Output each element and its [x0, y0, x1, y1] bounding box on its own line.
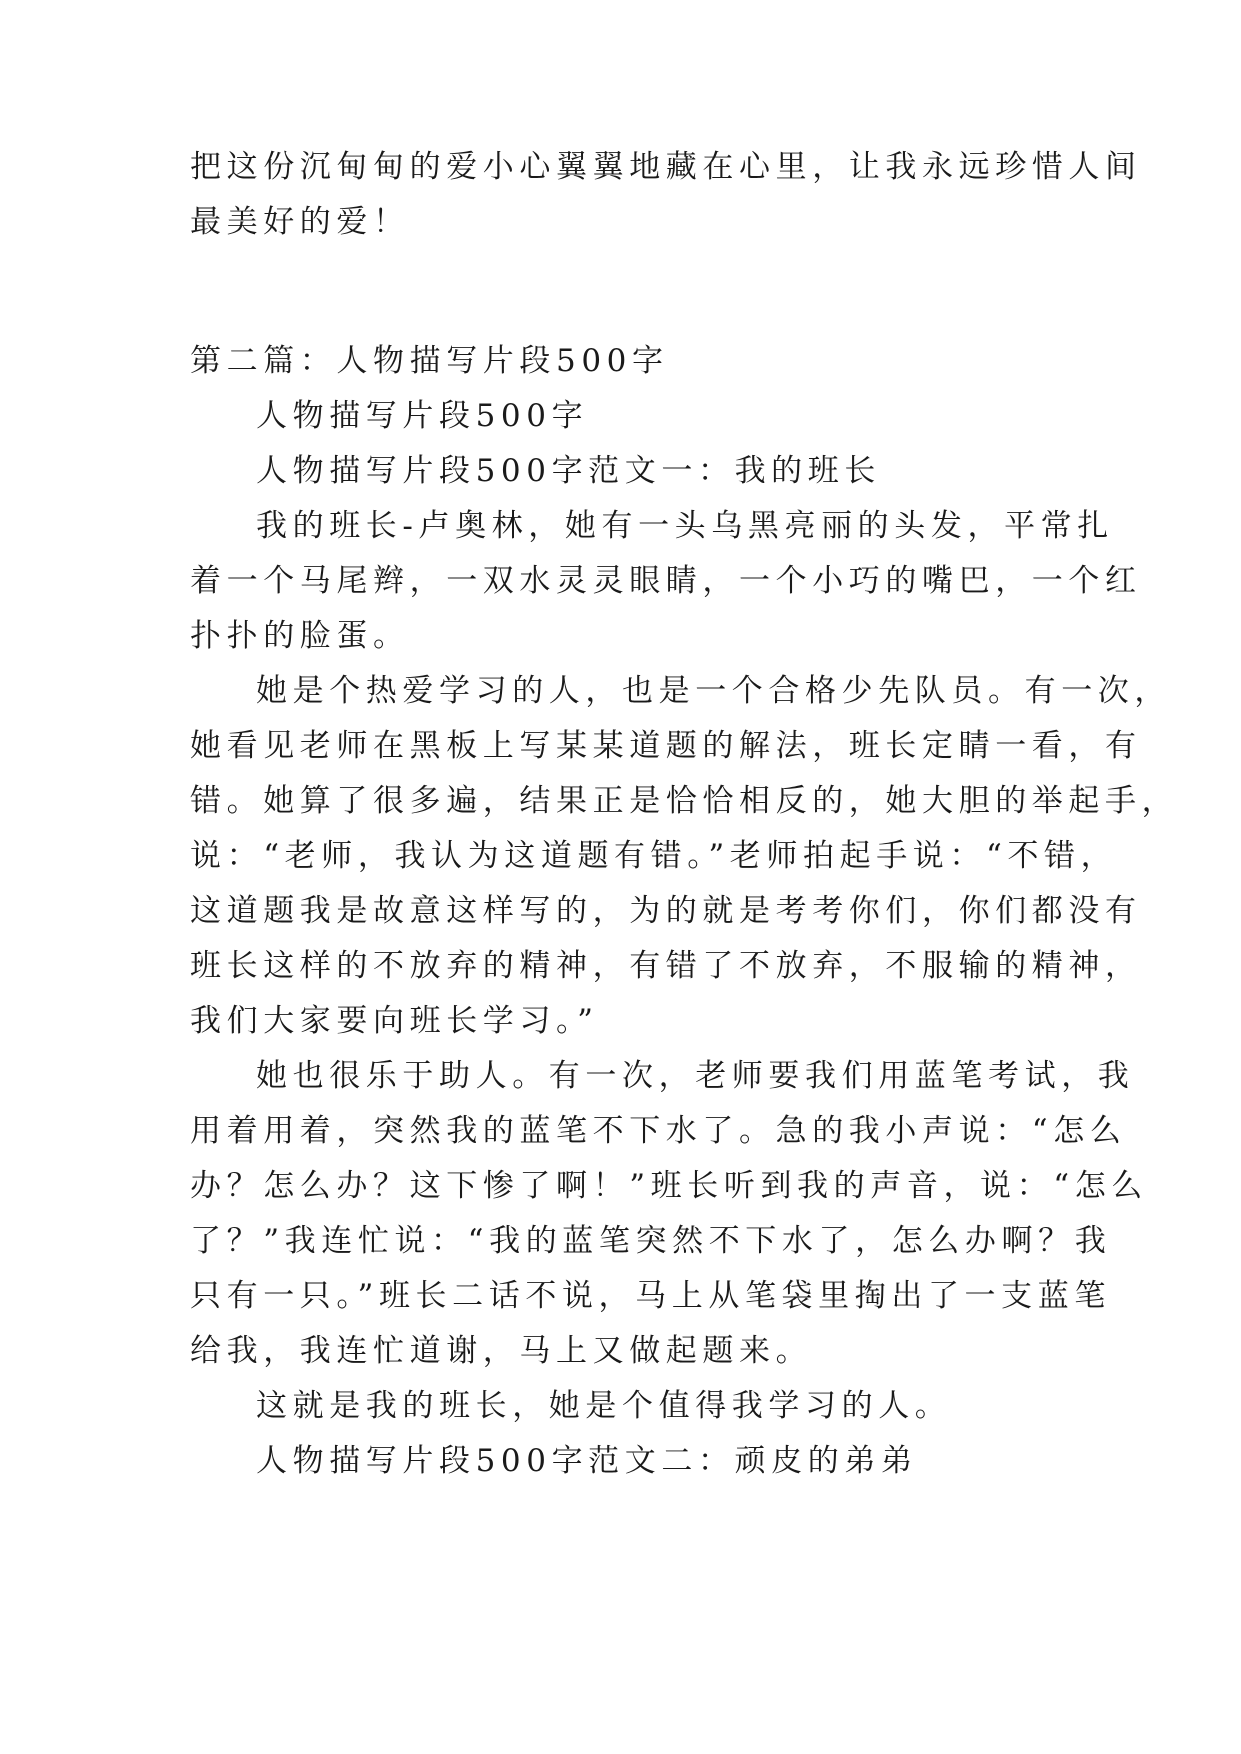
text-line: 最美好的爱！: [190, 204, 410, 240]
text-line: 她也很乐于助人。有一次，老师要我们用蓝笔考试，我: [256, 1058, 1135, 1094]
section-heading: 第二篇：人物描写片段500字: [190, 343, 669, 379]
text-line: 她是个热爱学习的人，也是一个合格少先队员。有一次，: [256, 673, 1171, 709]
text-line: 扑扑的脸蛋。: [190, 618, 410, 654]
text-line: 这就是我的班长，她是个值得我学习的人。: [256, 1388, 952, 1424]
text-line: 说：“老师，我认为这道题有错。”老师拍起手说：“不错，: [190, 838, 1118, 874]
text-line: 办？怎么办？这下惨了啊！”班长听到我的声音，说：“怎么: [190, 1168, 1148, 1204]
sample-title: 人物描写片段500字范文二：顽皮的弟弟: [256, 1443, 918, 1479]
text-line: 我们大家要向班长学习。”: [190, 1003, 599, 1039]
text-line: 用着用着，突然我的蓝笔不下水了。急的我小声说：“怎么: [190, 1113, 1127, 1149]
text-line: 了？”我连忙说：“我的蓝笔突然不下水了，怎么办啊？我: [190, 1223, 1112, 1259]
text-line: 我的班长-卢奥林，她有一头乌黑亮丽的头发，平常扎: [256, 508, 1114, 544]
text-line: 只有一只。”班长二话不说，马上从笔袋里掏出了一支蓝笔: [190, 1278, 1111, 1314]
text-line: 班长这样的不放弃的精神，有错了不放弃，不服输的精神，: [190, 948, 1142, 984]
text-line: 她看见老师在黑板上写某某道题的解法，班长定睛一看，有: [190, 728, 1142, 764]
sample-title: 人物描写片段500字范文一：我的班长: [256, 453, 881, 489]
text-line: 着一个马尾辫，一双水灵灵眼睛，一个小巧的嘴巴，一个红: [190, 563, 1142, 599]
text-line: 这道题我是故意这样写的，为的就是考考你们，你们都没有: [190, 893, 1142, 929]
text-line: 把这份沉甸甸的爱小心翼翼地藏在心里，让我永远珍惜人间: [190, 149, 1142, 185]
text-line: 错。她算了很多遍，结果正是恰恰相反的，她大胆的举起手，: [190, 783, 1179, 819]
article-title: 人物描写片段500字: [256, 398, 589, 434]
text-line: 给我，我连忙道谢，马上又做起题来。: [190, 1333, 813, 1369]
